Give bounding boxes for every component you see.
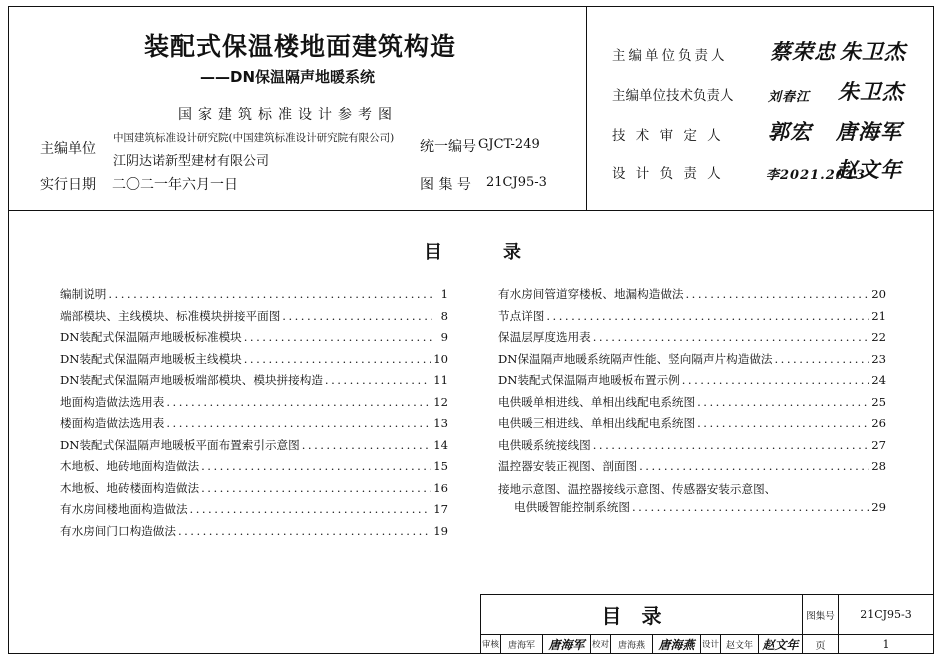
toc-entry-title: DN保温隔声地暖系统隔声性能、竖向隔声片构造做法 <box>498 351 773 366</box>
header-divider <box>8 210 934 211</box>
toc-entry <box>60 307 448 325</box>
toc-leader-dots <box>546 307 869 325</box>
design-signature: 赵文年 <box>759 635 803 654</box>
toc-entry <box>498 457 886 475</box>
toc-entry-page: 11 <box>433 373 448 387</box>
toc-entry-title: 电供暖三相进线、单相出线配电系统图 <box>498 416 696 430</box>
review-label: 审核 <box>481 635 501 654</box>
unified-number-label: 统一编号 <box>420 139 476 155</box>
design-name: 赵文年 <box>721 635 759 654</box>
signature-2a: 刘春江 <box>768 90 811 105</box>
toc-entry <box>498 328 886 346</box>
check-name: 唐海燕 <box>611 635 653 654</box>
toc-entry-title: DN装配式保温隔声地暖板平面布置索引示意图 <box>60 437 300 452</box>
editor-org-1: 中国建筑标准设计研究院(中国建筑标准设计研究院有限公司) <box>113 132 395 144</box>
toc-leader-dots <box>190 500 432 518</box>
toc-entry-page: 13 <box>433 416 448 430</box>
toc-entry <box>60 414 448 432</box>
toc-leader-dots <box>244 350 431 368</box>
toc-entry-title: DN装配式保温隔声地暖板端部模块、模块拼接构造 <box>60 373 323 387</box>
toc-entry-page: 12 <box>433 394 448 409</box>
toc-heading-left: 目 <box>424 242 442 263</box>
toc-leader-dots <box>682 371 869 389</box>
toc-entry-title: 有水房间楼地面构造做法 <box>60 502 188 516</box>
toc-leader-dots <box>244 328 432 346</box>
toc-entry-page: 1 <box>440 287 448 301</box>
toc-leader-dots <box>201 457 431 475</box>
main-title: 装配式保温楼地面建筑构造 <box>143 32 456 61</box>
toc-entry-title: 端部模块、主线模块、标准模块拼接平面图 <box>60 308 281 323</box>
signature-2b: 朱卫杰 <box>838 79 904 104</box>
toc-entry <box>60 436 448 454</box>
toc-leader-dots <box>166 393 431 411</box>
toc-entry <box>498 393 886 411</box>
date-value: 二〇二一年六月一日 <box>112 177 238 193</box>
editor-org-2: 江阴达诺新型建材有限公司 <box>113 154 270 169</box>
toc-entry <box>60 350 448 368</box>
toc-entry <box>60 500 448 518</box>
reference-label: 国家建筑标准设计参考图 <box>178 107 398 123</box>
toc-entry <box>60 393 448 411</box>
signature-1a: 蔡荣忠 <box>770 39 836 64</box>
toc-entry-title: 保温层厚度选用表 <box>498 330 591 344</box>
signature-4b: 赵文年 <box>836 157 902 182</box>
toc-leader-dots <box>686 285 870 303</box>
toc-entry-page: 16 <box>433 480 448 495</box>
header-vertical-divider <box>586 6 587 210</box>
toc-entry-title: 电供暖单相进线、单相出线配电系统图 <box>498 394 696 409</box>
signature-1b: 朱卫杰 <box>840 39 906 64</box>
toc-entry-multiline-line2 <box>514 498 886 516</box>
toc-leader-dots <box>593 436 869 454</box>
toc-entry-title: 温控器安装正视图、剖面图 <box>498 459 638 473</box>
toc-entry-page: 10 <box>433 351 448 366</box>
editor-label: 主编单位 <box>40 141 96 157</box>
toc-entry-page: 23 <box>871 351 886 366</box>
toc-heading-right: 录 <box>503 242 521 263</box>
toc-entry-page: 15 <box>433 459 448 473</box>
toc-entry <box>498 285 886 303</box>
toc-leader-dots <box>639 457 869 475</box>
toc-entry-page: 8 <box>440 308 448 323</box>
toc-entry <box>498 414 886 432</box>
toc-leader-dots <box>166 414 431 432</box>
toc-entry <box>60 457 448 475</box>
toc-entry-title: 编制说明 <box>60 287 107 301</box>
drawing-title: 目录 <box>481 595 803 635</box>
signature-3a: 郭宏 <box>768 119 812 144</box>
title-block <box>480 594 934 654</box>
toc-entry <box>60 522 448 540</box>
toc-entry-title: 有水房间管道穿楼板、地漏构造做法 <box>498 287 684 301</box>
toc-entry-page: 28 <box>871 459 886 473</box>
toc-leader-dots <box>302 436 432 454</box>
toc-entry-page: 19 <box>433 523 448 538</box>
toc-entry <box>498 371 886 389</box>
toc-entry <box>60 479 448 497</box>
toc-entry <box>60 285 448 303</box>
toc-entry-page: 29 <box>871 500 886 514</box>
toc-leader-dots <box>775 350 870 368</box>
toc-leader-dots <box>697 393 869 411</box>
toc-entry-page: 22 <box>871 330 886 344</box>
toc-leader-dots <box>282 307 432 325</box>
toc-leader-dots <box>325 371 431 389</box>
design-label: 设计 <box>701 635 721 654</box>
toc-leader-dots <box>178 522 431 540</box>
atlas-number-cell: 21CJ95-3 <box>839 595 934 635</box>
toc-entry-title: 电供暖智能控制系统图 <box>514 500 630 514</box>
toc-leader-dots <box>201 479 431 497</box>
toc-entry-title: DN装配式保温隔声地暖板标准模块 <box>60 330 242 344</box>
check-signature: 唐海燕 <box>653 635 701 654</box>
toc-entry-title: 节点详图 <box>498 308 545 323</box>
toc-entry-page: 9 <box>440 330 448 344</box>
toc-entry-multiline-line1: 接地示意图、温控器接线示意图、传感器安装示意图、 <box>498 482 777 496</box>
toc-entry-title: DN装配式保温隔声地暖板布置示例 <box>498 373 680 387</box>
toc-entry-title: 电供暖系统接线图 <box>498 437 591 452</box>
toc-entry-page: 14 <box>433 437 448 452</box>
unified-number: GJCT-249 <box>478 137 540 152</box>
signature-role-4: 设 计 负 责 人 <box>612 166 724 182</box>
toc-entry-title: 木地板、地砖地面构造做法 <box>60 459 200 473</box>
toc-entry-page: 25 <box>871 394 886 409</box>
toc-entry <box>60 371 448 389</box>
toc-entry-page: 26 <box>871 416 886 430</box>
toc-entry <box>60 328 448 346</box>
date-label: 实行日期 <box>40 177 96 193</box>
toc-entry-page: 21 <box>871 308 886 323</box>
signature-role-1: 主编单位负责人 <box>612 48 728 64</box>
toc-entry-page: 27 <box>871 437 886 452</box>
review-signature: 唐海军 <box>543 635 591 654</box>
page-number: 1 <box>839 635 934 654</box>
signature-role-2: 主编单位技术负责人 <box>612 88 734 104</box>
toc-leader-dots <box>108 285 432 303</box>
check-label: 校对 <box>591 635 611 654</box>
toc-entry-page: 20 <box>871 287 886 301</box>
toc-entry <box>498 307 886 325</box>
toc-entry <box>498 350 886 368</box>
toc-entry-title: DN装配式保温隔声地暖板主线模块 <box>60 351 242 366</box>
atlas-number: 21CJ95-3 <box>486 175 547 190</box>
sub-title: ——DN保温隔声地暖系统 <box>200 68 376 86</box>
signature-3b: 唐海军 <box>836 119 902 144</box>
toc-entry-title: 楼面构造做法选用表 <box>60 416 165 430</box>
signature-4a: 李2021.2013 <box>766 168 866 183</box>
atlas-number-label: 图 集 号 <box>420 177 471 193</box>
toc-entry-title: 有水房间门口构造做法 <box>60 523 176 538</box>
toc-entry-title: 地面构造做法选用表 <box>60 394 165 409</box>
toc-leader-dots <box>593 328 869 346</box>
atlas-label-cell: 图集号 <box>803 595 839 635</box>
toc-entry-title: 木地板、地砖楼面构造做法 <box>60 480 200 495</box>
page-label: 页 <box>803 635 839 654</box>
toc-entry-page: 24 <box>871 373 886 387</box>
toc-entry <box>498 436 886 454</box>
signature-role-3: 技 术 审 定 人 <box>612 128 724 144</box>
review-name: 唐海军 <box>501 635 543 654</box>
toc-leader-dots <box>632 498 869 516</box>
toc-entry-page: 17 <box>433 502 448 516</box>
toc-leader-dots <box>697 414 869 432</box>
